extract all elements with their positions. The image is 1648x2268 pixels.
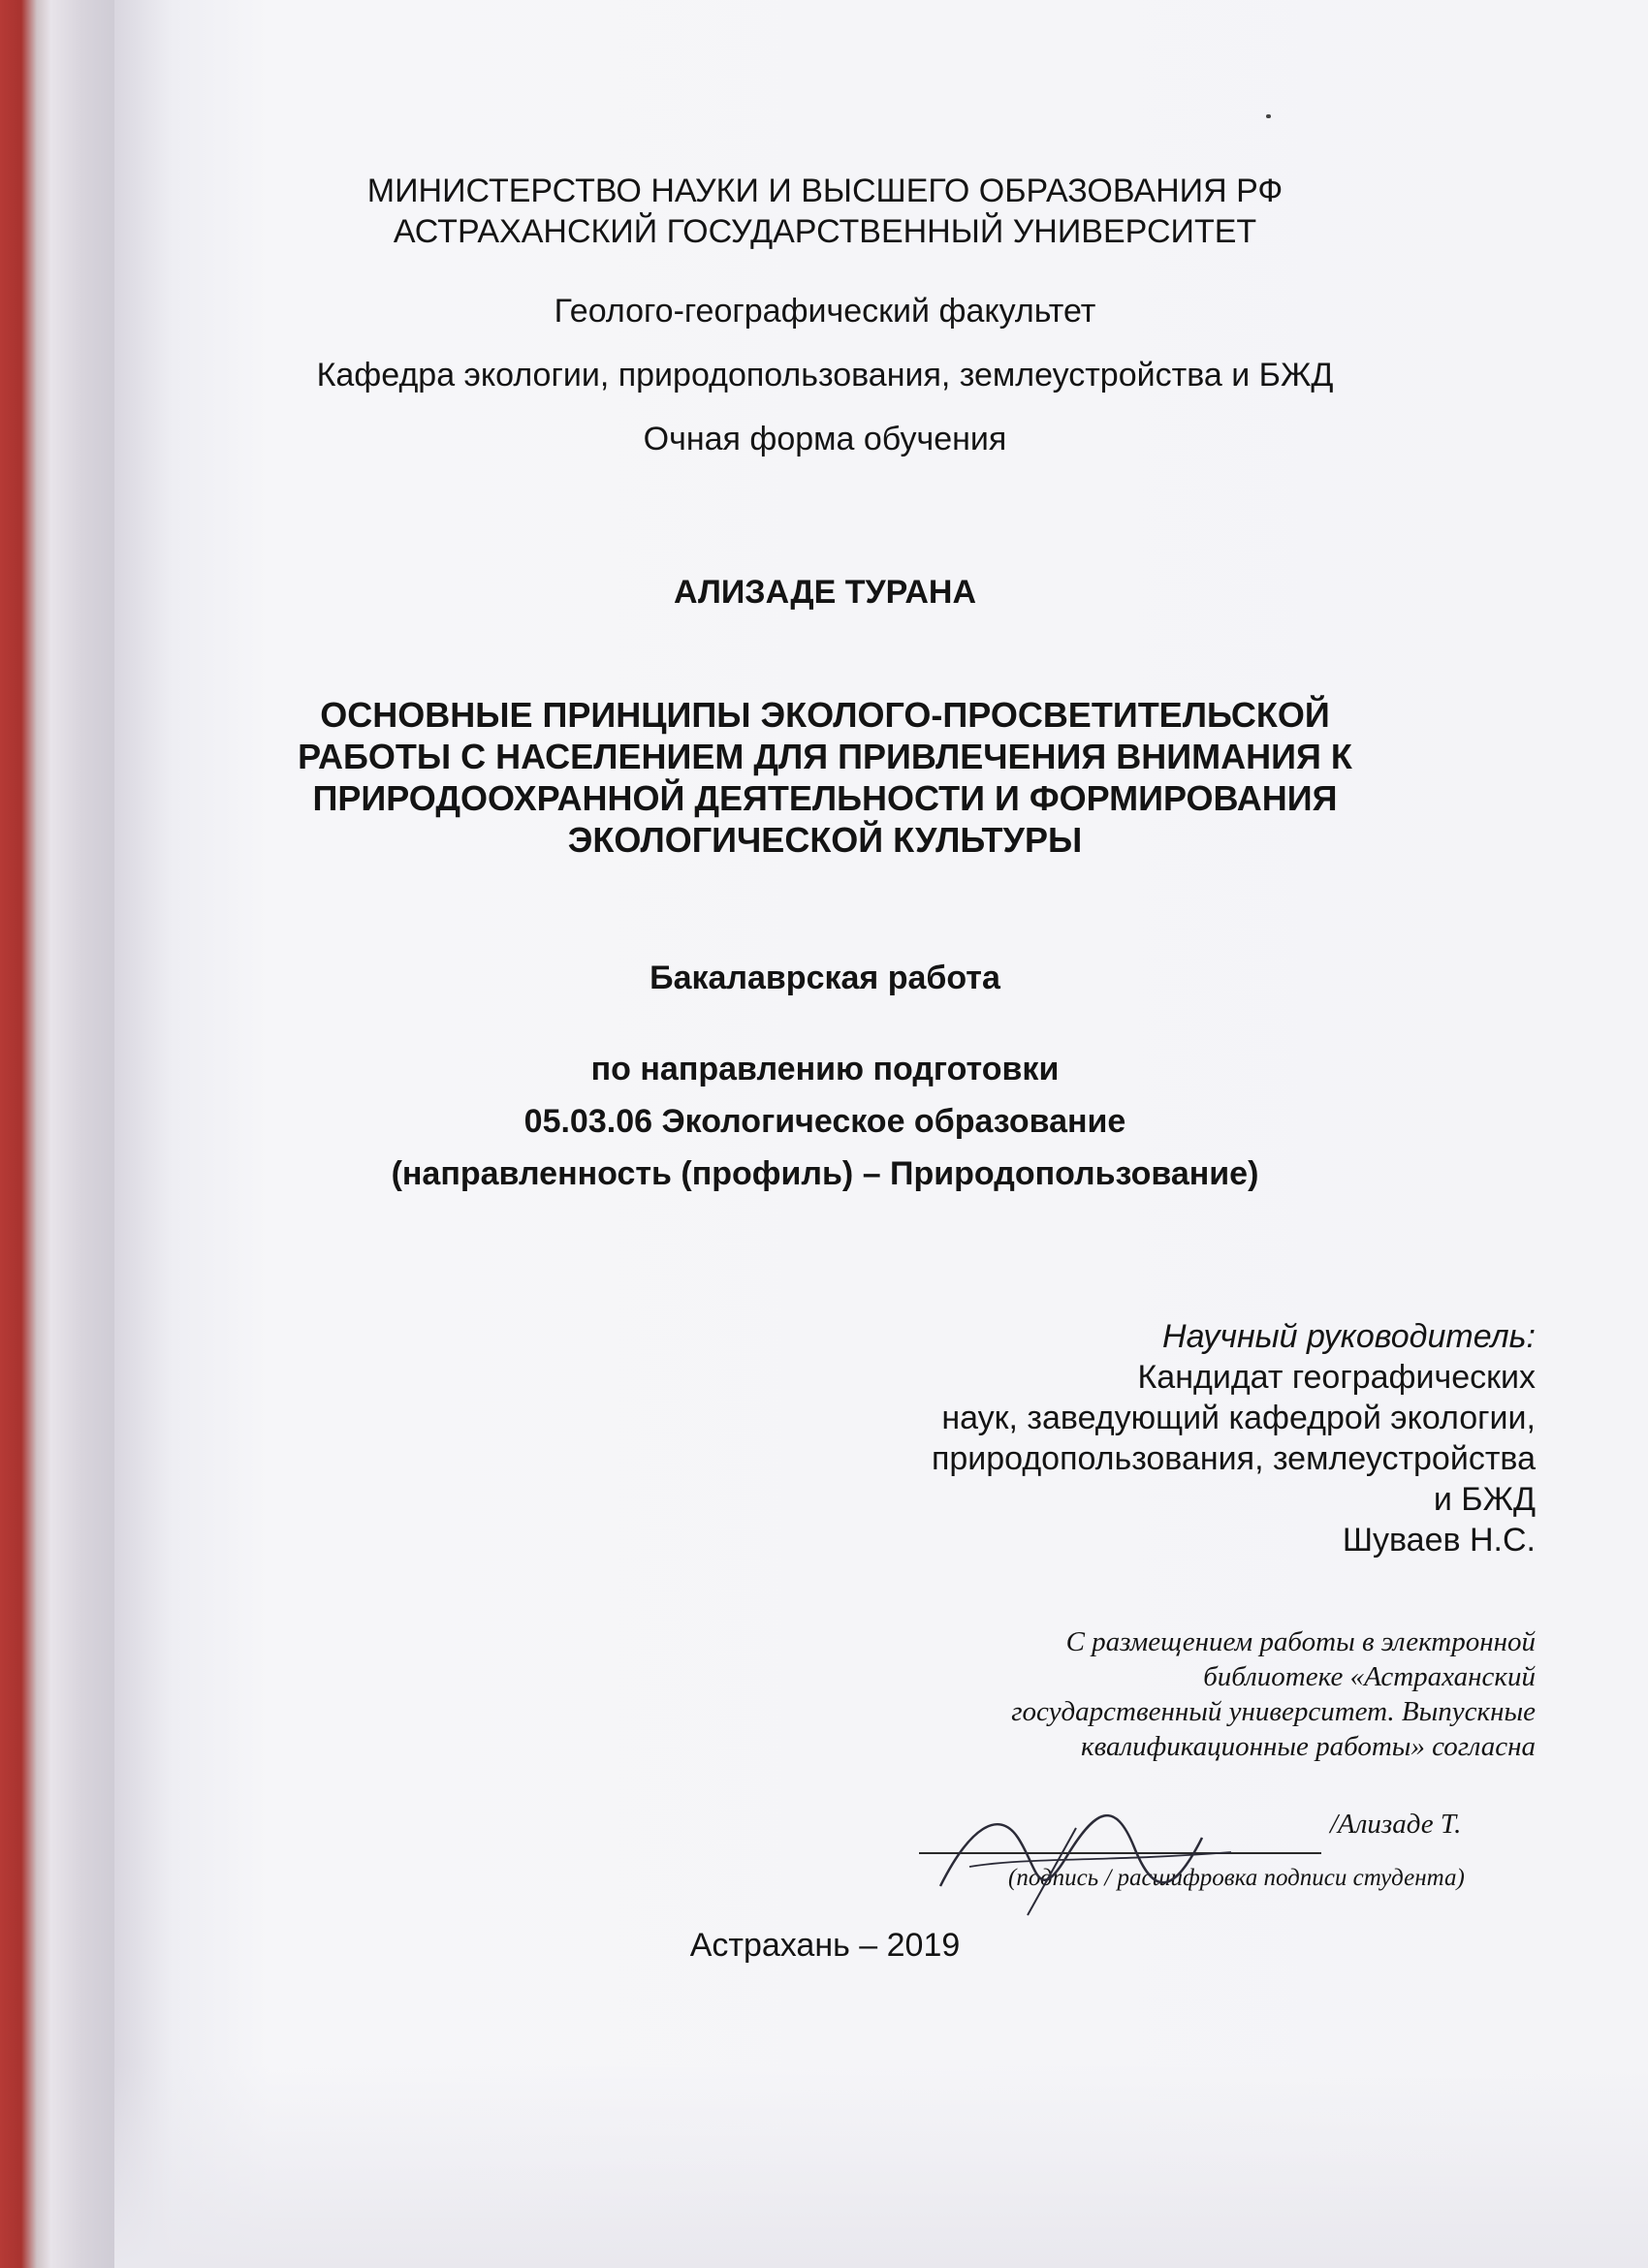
supervisor-block <box>932 1316 1536 1560</box>
department-block <box>114 355 1536 395</box>
ministry-name: МИНИСТЕРСТВО НАУКИ И ВЫСШЕГО ОБРАЗОВАНИЯ РФ <box>366 173 1284 209</box>
signature-caption: (подпись / расшифровка подписи студента) <box>1008 1865 1465 1891</box>
department-name: Кафедра экологии, природопользования, землеустройства и БЖД <box>316 357 1334 394</box>
faculty-name: Геолого-географический факультет <box>554 293 1096 330</box>
direction-code: 05.03.06 Экологическое образование <box>523 1103 1126 1140</box>
direction-block <box>114 1043 1536 1200</box>
study-form-block <box>114 419 1536 459</box>
author-block <box>114 572 1536 613</box>
consent-line: библиотеке «Астраханский <box>1203 1661 1536 1692</box>
institution-header <box>114 171 1536 252</box>
thesis-title <box>114 694 1536 861</box>
book-spine <box>0 0 50 2268</box>
consent-line: С размещением работы в электронной <box>1065 1626 1536 1657</box>
faculty-block <box>114 291 1536 331</box>
supervisor-label: Научный руководитель: <box>1162 1318 1536 1355</box>
title-line: ПРИРОДООХРАННОЙ ДЕЯТЕЛЬНОСТИ И ФОРМИРОВАНИЯ <box>312 778 1338 818</box>
library-consent-block <box>1011 1624 1536 1764</box>
work-type-block <box>114 958 1536 998</box>
supervisor-degree: наук, заведующий кафедрой экологии, <box>941 1400 1536 1436</box>
consent-line: квалификационные работы» согласна <box>1081 1731 1536 1762</box>
supervisor-degree: природопользования, землеустройства <box>931 1440 1536 1477</box>
city-year: Астрахань – 2019 <box>689 1927 961 1964</box>
direction-profile: (направленность (профиль) – Природопользование) <box>391 1155 1259 1192</box>
handwritten-signature <box>911 1770 1280 1925</box>
title-line: ОСНОВНЫЕ ПРИНЦИПЫ ЭКОЛОГО-ПРОСВЕТИТЕЛЬСКОЙ <box>320 695 1330 735</box>
supervisor-degree: Кандидат географических <box>1137 1359 1536 1396</box>
city-year-block <box>114 1925 1536 1966</box>
title-line: ЭКОЛОГИЧЕСКОЙ КУЛЬТУРЫ <box>567 820 1083 860</box>
supervisor-degree: и БЖД <box>1433 1481 1536 1518</box>
title-line: РАБОТЫ С НАСЕЛЕНИЕМ ДЛЯ ПРИВЛЕЧЕНИЯ ВНИМАНИЯ К <box>298 737 1352 776</box>
signature-name: /Ализаде Т. <box>1330 1809 1462 1840</box>
supervisor-name: Шуваев Н.С. <box>1342 1522 1536 1559</box>
study-form: Очная форма обучения <box>643 421 1007 457</box>
consent-line: государственный университет. Выпускные <box>1011 1696 1536 1727</box>
work-type: Бакалаврская работа <box>650 960 1000 996</box>
ink-dot <box>1266 114 1271 118</box>
direction-label: по направлению подготовки <box>590 1051 1060 1087</box>
page-edge <box>50 0 114 2268</box>
page-shadow <box>114 2064 1648 2268</box>
university-name: АСТРАХАНСКИЙ ГОСУДАРСТВЕННЫЙ УНИВЕРСИТЕТ <box>393 213 1257 250</box>
author-name: АЛИЗАДЕ ТУРАНА <box>674 574 976 611</box>
